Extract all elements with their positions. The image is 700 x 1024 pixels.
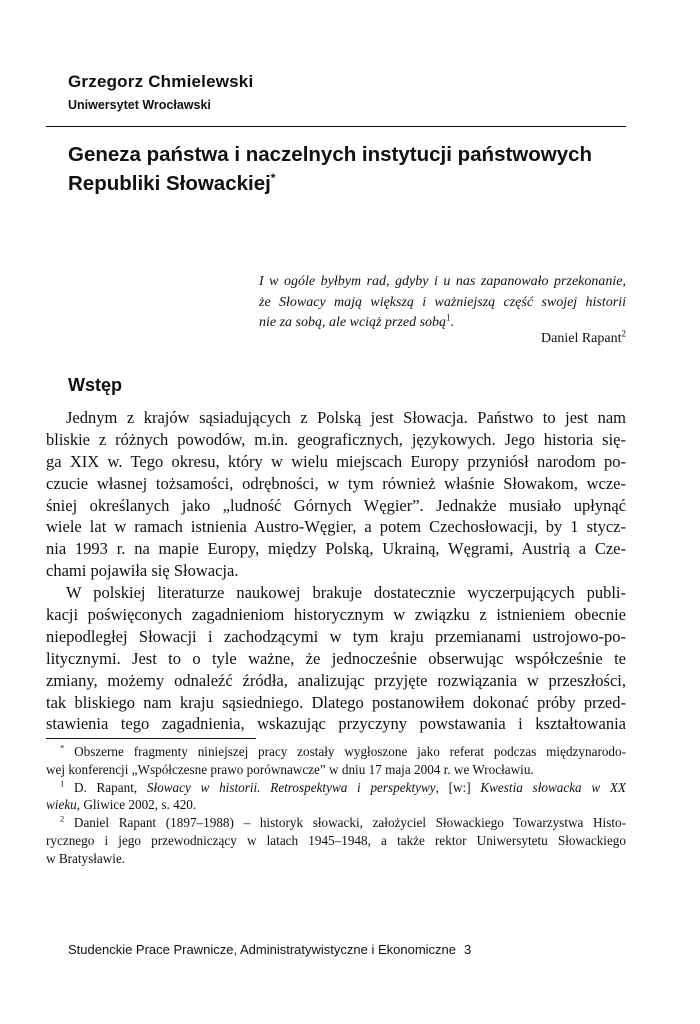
body-line: stawienia tego zagadnienia, wskazując przyczyny powstawania i kształtowania: [46, 714, 626, 734]
footnote-ref: 2: [621, 328, 626, 339]
epigraph-line: I w ogóle byłbym rad, gdyby i u nas zapanowało przekonanie,: [259, 274, 626, 289]
article-title: [68, 140, 648, 198]
body-line: zmiany, możemy odnaleźć źródła, analizując przyjęte rozwiązania w przeszłości,: [46, 670, 626, 690]
body-line: wiele lat w ramach istnienia Austro-Węgier, a potem Czechosłowacji, by 1 stycz-: [46, 517, 626, 537]
journal-name: Studenckie Prace Prawnicze, Administratywistyczne i Ekonomiczne: [68, 942, 456, 957]
header-rule: [46, 126, 626, 127]
body-line: kacji poświęconych zagadnieniom historycznym w związku z istnieniem obecnie: [46, 605, 626, 625]
footnote-mark: 1: [60, 778, 65, 789]
footnote-line: rycznego i jego przewodniczący w latach 1945–1948, a także rektor Uniwersytetu Słowackiego: [46, 832, 626, 848]
section-heading: Wstęp: [68, 375, 122, 395]
page-footer: [68, 942, 471, 957]
footnote-line: $^1$ D. Rapant, Słowacy w historii. Retrospektywa i perspektywy, [w:] Kwestia słowacka w XX: [60, 778, 626, 795]
footnote-line: $^2$ Daniel Rapant (1897–1988) – historyk słowacki, założyciel Słowackiego Towarzystwa Histo-: [60, 813, 626, 831]
footnotes: [46, 743, 626, 868]
author-affiliation: Uniwersytet Wrocławski: [68, 98, 211, 112]
footnote-line: wej konferencji „Współczesne prawo porównawcze” w dniu 17 maja 2004 r. we Wrocławiu.: [46, 761, 534, 777]
body-line: nia 1993 r. na mapie Europy, między Polską, Ukrainą, Węgrami, Austrią a Cze-: [46, 539, 626, 559]
epigraph-line: nie za sobą, ale wciąż przed sobą$^1$.: [259, 312, 455, 330]
epigraph-line: że Słowacy mają większą i ważniejszą część swojej historii: [259, 294, 626, 310]
body-line: W polskiej literaturze naukowej brakuje dostatecznie wyczerpujących publi-: [66, 583, 626, 603]
footnote-line: wieku, Gliwice 2002, s. 420.: [46, 797, 197, 813]
footnote-ref: 1: [446, 312, 451, 323]
footnote-mark: *: [60, 742, 65, 753]
title-footnote-mark: *: [270, 171, 276, 186]
body-line: czucie własnej tożsamości, odrębności, w tym również właśnie Słowakom, wcze-: [46, 473, 626, 493]
body-line: niepodległej Słowacji i zachodzącymi w tym kraju przemianami ustrojowo-po-: [46, 626, 626, 646]
body-text: [46, 407, 626, 735]
footnote-line: w Bratysławie.: [46, 850, 126, 866]
footnote-mark: 2: [60, 813, 65, 824]
epigraph-author: Daniel Rapant$^2$: [541, 328, 626, 346]
body-line: chami pojawiła się Słowacja.: [46, 561, 239, 581]
body-line: tak bliskiego nam kraju sąsiedniego. Dlatego postanowiłem dokonać próby przed-: [46, 692, 626, 712]
page-number: 3: [464, 942, 472, 957]
body-line: bliskie z różnych powodów, m.in. geograficznych, językowych. Jego historia się-: [46, 429, 626, 449]
article-title-line: Republiki Słowackiej*: [68, 171, 276, 195]
epigraph: [259, 272, 626, 334]
author-name: Grzegorz Chmielewski: [68, 72, 254, 91]
body-line: litycznymi. Jest to o tyle ważne, że jednocześnie obserwując współcześnie te: [46, 648, 626, 668]
body-line: ga XIX w. Tego okresu, który w wielu miejscach Europy przyniósł narodom po-: [46, 451, 626, 471]
body-line: śniej określanych jako „ludność Górnych Węgier”. Jednakże musiało upłynąć: [46, 495, 626, 515]
body-line: Jednym z krajów sąsiadujących z Polską jest Słowacja. Państwo to jest nam: [66, 408, 626, 427]
footnote-line: * Obszerne fragmenty niniejszej pracy zostały wygłoszone jako referat podczas międzynarodo-: [60, 742, 627, 759]
article-title-line: Geneza państwa i naczelnych instytucji państwowych: [68, 143, 593, 166]
footnote-rule: [46, 738, 256, 739]
